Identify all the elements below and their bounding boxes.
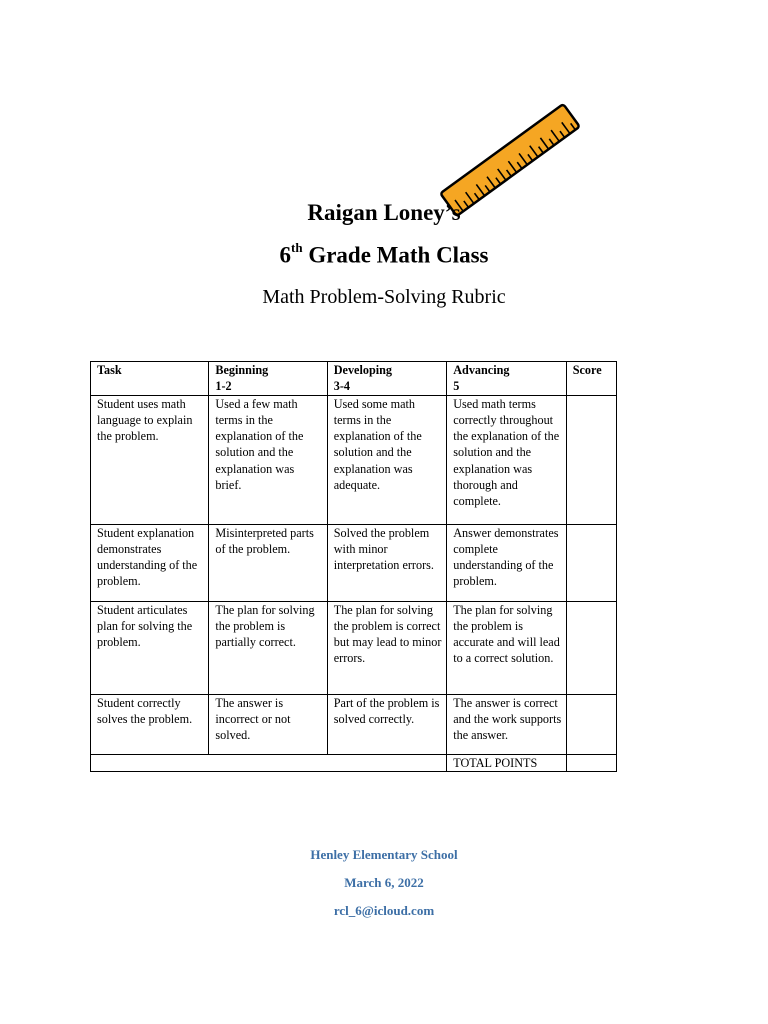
advancing-cell: The answer is correct and the work supports the answer. <box>447 694 566 754</box>
table-row <box>91 694 617 754</box>
developing-cell: Solved the problem with minor interpretation errors. <box>327 524 446 601</box>
header-beginning-range: 1-2 <box>215 379 232 394</box>
class-title <box>0 242 768 269</box>
rubric-subtitle: Math Problem-Solving Rubric <box>262 286 506 308</box>
beginning-cell: The answer is incorrect or not solved. <box>209 694 327 754</box>
total-label: TOTAL POINTS <box>447 754 566 771</box>
header-developing-range: 3-4 <box>333 379 350 394</box>
advancing-cell: Used math terms correctly throughout the explanation of the solution and the explanation was thorough and complete. <box>447 395 566 524</box>
header-advancing-range: 5 <box>453 379 460 394</box>
header-advancing <box>447 362 566 396</box>
developing-cell: Used some math terms in the explanation of the solution and the explanation was adequate. <box>327 395 446 524</box>
header-score-label: Score <box>572 363 602 377</box>
table-header-row <box>91 362 617 396</box>
header-beginning <box>209 362 327 396</box>
document-date: March 6, 2022 <box>344 875 424 890</box>
school-name: Henley Elementary School <box>310 847 458 862</box>
header-developing-label: Developing <box>333 363 392 377</box>
header-task-label: Task <box>97 363 122 377</box>
beginning-cell: Used a few math terms in the explanation of the solution and the explanation was brief. <box>209 395 327 524</box>
score-cell[interactable] <box>566 524 616 601</box>
header-advancing-label: Advancing <box>453 363 510 377</box>
task-cell: Student uses math language to explain the problem. <box>91 395 209 524</box>
advancing-cell: Answer demonstrates complete understanding of the problem. <box>447 524 566 601</box>
advancing-cell: The plan for solving the problem is accurate and will lead to a correct solution. <box>447 601 566 694</box>
score-cell[interactable] <box>566 395 616 524</box>
header-task <box>91 362 209 396</box>
table-row <box>91 524 617 601</box>
teacher-title: Raigan Loney’s <box>307 200 461 225</box>
beginning-cell: Misinterpreted parts of the problem. <box>209 524 327 601</box>
score-cell[interactable] <box>566 601 616 694</box>
class-title-rest: Grade Math Class <box>302 242 489 268</box>
grade-number: 6 <box>279 242 291 268</box>
contact-email[interactable]: rcl_6@icloud.com <box>333 903 435 918</box>
table-row <box>91 601 617 694</box>
header-beginning-label: Beginning <box>215 363 269 377</box>
task-cell: Student articulates plan for solving the problem. <box>91 601 209 694</box>
total-score-cell[interactable] <box>566 754 616 771</box>
header-score <box>566 362 616 396</box>
table-row <box>91 395 617 524</box>
header-developing <box>327 362 446 396</box>
task-cell: Student correctly solves the problem. <box>91 694 209 754</box>
task-cell: Student explanation demonstrates understanding of the problem. <box>91 524 209 601</box>
developing-cell: The plan for solving the problem is correct but may lead to minor errors. <box>327 601 446 694</box>
grade-ordinal: th <box>291 240 303 255</box>
score-cell[interactable] <box>566 694 616 754</box>
beginning-cell: The plan for solving the problem is partially correct. <box>209 601 327 694</box>
total-empty-cell <box>91 754 447 771</box>
rubric-table <box>90 361 617 772</box>
developing-cell: Part of the problem is solved correctly. <box>327 694 446 754</box>
total-row <box>91 754 617 771</box>
